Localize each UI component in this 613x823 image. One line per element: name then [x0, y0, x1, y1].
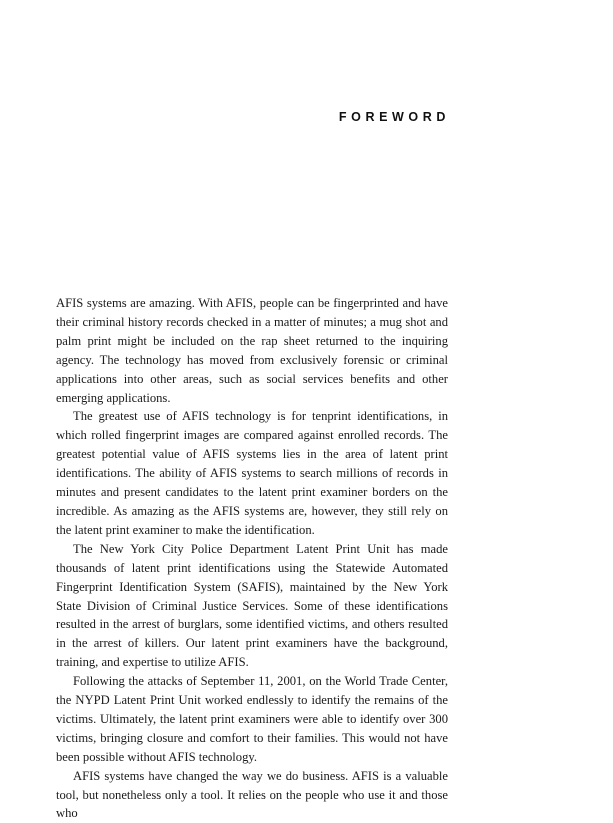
paragraph: The New York City Police Department Latent Print Unit has made thousands of latent print identifications using the Statewide Automated Fingerprint Identification System (SAFIS), maintained by the New York State Division of Criminal Justice Services. Some of these identifications resulted in the arrest of burglars, some identified victims, and others resulted in the arrest of killers. Our latent print examiners have the background, training, and expertise to utilize AFIS.	[56, 541, 448, 670]
page-title: FOREWORD	[338, 110, 450, 124]
paragraph: AFIS systems are amazing. With AFIS, people can be fingerprinted and have their criminal history records checked in a matter of minutes; a mug shot and palm print might be included on the rap sheet returned to the inquiring agency. The technology has moved from exclusively forensic or criminal applications into other areas, such as social services benefits and other emerging applications.	[56, 296, 448, 405]
body-text	[56, 294, 448, 823]
paragraph: AFIS systems have changed the way we do business. AFIS is a valuable tool, but nonetheless only a tool. It relies on the people who use it and those who	[56, 768, 448, 821]
paragraph: Following the attacks of September 11, 2001, on the World Trade Center, the NYPD Latent Print Unit worked endlessly to identify the remains of the victims. Ultimately, the latent print examiners were able to identify over 300 victims, bringing closure and comfort to their families. This would not have been possible without AFIS technology.	[56, 674, 448, 764]
paragraph: The greatest use of AFIS technology is for tenprint identifications, in which rolled fingerprint images are compared against enrolled records. The greatest potential value of AFIS systems lies in the area of latent print identifications. The ability of AFIS systems to search millions of records in minutes and present candidates to the latent print examiner borders on the incredible. As amazing as the AFIS systems are, however, they still rely on the latent print examiner to make the identification.	[56, 409, 448, 537]
